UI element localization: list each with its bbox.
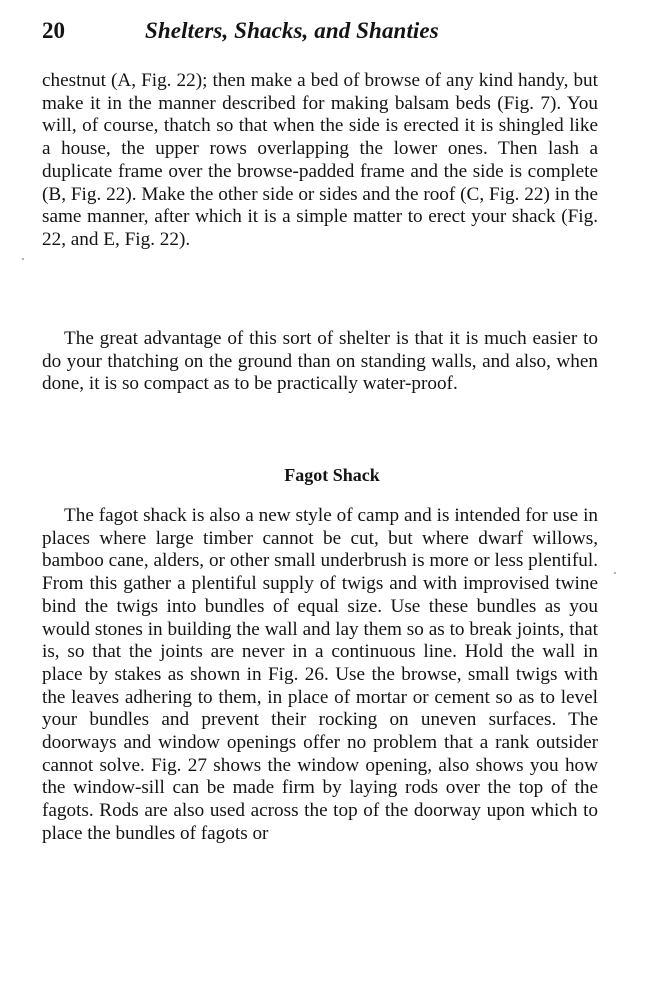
paragraph-fagot-shack: The fagot shack is also a new style of camp and is intended for use in places where large timber cannot be cut, but where dwarf willows, bamboo cane, alders, or other small underbrush is more or less plentiful. From this gather a plentiful supply of twigs and with improvised twine bind the twigs into bundles of equal size. Use these bundles as you would stones in building the wall and lay them so as to break joints, that is, so that the joints are never in a continuous line. Hold the wall in place by stakes as shown in Fig. 26. Use the browse, small twigs with the leaves adhering to them, in place of mortar or cement so as to level your bundles and prevent their rocking on uneven surfaces. The doorways and window openings offer no problem that a rank outsider cannot solve. Fig. 27 shows the window opening, also shows you how the window-sill can be made firm by laying rods over the top of the fagots. Rods are also used across the top of the doorway upon which to place the bundles of fagots or bbox=[42, 505, 598, 844]
paragraph-continuation: chestnut (A, Fig. 22); then make a bed of browse of any kind handy, but make it in the manner described for making balsam beds (Fig. 7). You will, of course, thatch so that when the side is erected it is shingled like a house, the upper rows overlapping the lower ones. Then lash a duplicate frame over the browse-padded frame and the side is complete (B, Fig. 22). Make the other side or sides and the roof (C, Fig. 22) in the same manner, after which it is a simple matter to erect your shack (Fig. 22, and E, Fig. 22). bbox=[42, 70, 598, 250]
running-title: Shelters, Shacks, and Shanties bbox=[145, 18, 439, 43]
page-number: 20 bbox=[42, 18, 65, 43]
paragraph-advantage: The great advantage of this sort of shelter is that it is much easier to do your thatching on the ground than on standing walls, and also, when done, it is so compact as to be practically water-proof. bbox=[42, 328, 598, 395]
scan-speck bbox=[22, 258, 24, 260]
scan-speck bbox=[614, 572, 616, 574]
section-heading: Fagot Shack bbox=[284, 465, 380, 485]
page-header bbox=[42, 14, 622, 52]
